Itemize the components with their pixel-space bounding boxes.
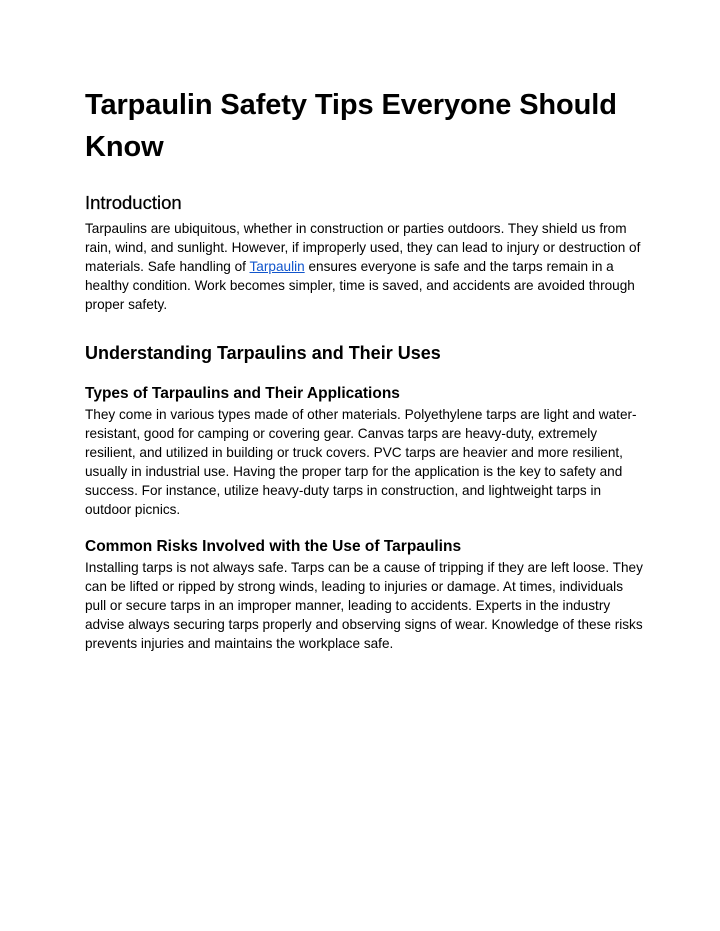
intro-text-after-link: ensures everyone is safe and the tarps remain in a healthy condition. Work becomes simpler, time is saved, and accidents are avoided through proper safety. (85, 259, 635, 312)
subsection-heading-types: Types of Tarpaulins and Their Applications (85, 385, 400, 402)
tarpaulin-link[interactable]: Tarpaulin (249, 259, 305, 274)
subsection-paragraph-types: They come in various types made of other materials. Polyethylene tarps are light and water-resistant, good for camping or covering gear. Canvas tarps are heavy-duty, extremely resilient, and utilized in building or truck covers. PVC tarps are heavier and more resilient, usually in industrial use. Having the proper tarp for the application is the key to safety and success. For instance, utilize heavy-duty tarps in construction, and lightweight tarps in outdoor picnics. (85, 407, 637, 517)
subsection-paragraph-risks: Installing tarps is not always safe. Tarps can be a cause of tripping if they are left loose. They can be lifted or ripped by strong winds, leading to injuries or damage. At times, individuals pull or secure tarps in an improper manner, leading to accidents. Experts in the industry advise always securing tarps properly and observing signs of wear. Knowledge of these risks prevents injuries and maintains the workplace safe. (85, 560, 643, 651)
intro-heading: Introduction (85, 192, 182, 213)
subsection-heading-risks: Common Risks Involved with the Use of Tarpaulins (85, 538, 462, 555)
intro-text-before-link: Tarpaulins are ubiquitous, whether in construction or parties outdoors. They shield us from rain, wind, and sunlight. However, if improperly used, they can lead to injury or destruction of materials. Safe handling of (85, 221, 641, 274)
section-heading-understanding: Understanding Tarpaulins and Their Uses (85, 343, 441, 363)
page-title: Tarpaulin Safety Tips Everyone Should Know (85, 89, 617, 163)
document-page (85, 84, 645, 653)
intro-paragraph (85, 219, 645, 314)
